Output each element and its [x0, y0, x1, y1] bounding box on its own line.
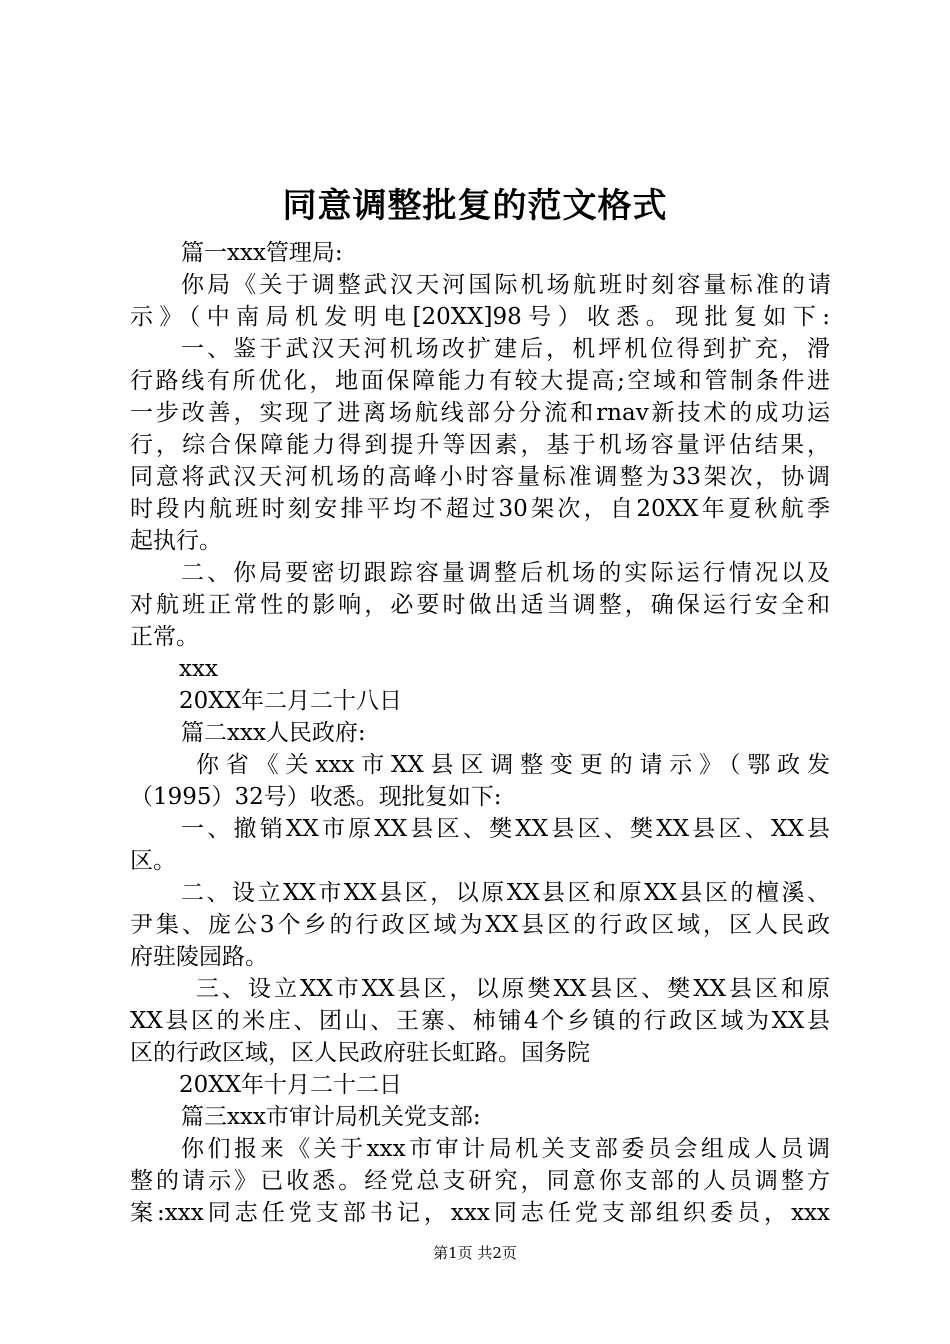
text-line: 区的行政区域，区人民政府驻长虹路。国务院 — [130, 1040, 590, 1066]
text-line: 府驻陵园路。 — [130, 944, 268, 970]
text-line: 示》（中南局机发明电[20XX]98号）收悉。现批复如下: — [130, 304, 830, 330]
text-line: 二、设立XX市XX县区，以原XX县区和原XX县区的檀溪、 — [181, 880, 830, 906]
text-line: 一步改善，实现了进离场航线部分分流和rnav新技术的成功运 — [130, 400, 830, 426]
text-line: 篇三xxx市审计局机关党支部: — [181, 1104, 481, 1130]
document-title: 同意调整批复的范文格式 — [282, 186, 668, 226]
text-line: 一、鉴于武汉天河机场改扩建后，机坪机位得到扩充，滑 — [181, 336, 830, 362]
text-line: 对航班正常性的影响，必要时做出适当调整，确保运行安全和 — [130, 592, 830, 618]
text-line: 你们报来《关于xxx市审计局机关支部委员会组成人员调 — [181, 1136, 830, 1162]
text-line: （1995）32号）收悉。现批复如下: — [130, 784, 502, 810]
text-line: 起执行。 — [130, 528, 222, 554]
text-line: XX县区的米庄、团山、王寨、柿铺4个乡镇的行政区域为XX县 — [130, 1008, 830, 1034]
date-line: 20XX年十月二十二日 — [179, 1072, 403, 1098]
text-line: 篇二xxx人民政府: — [181, 720, 366, 746]
text-line: 篇一xxx管理局: — [181, 240, 343, 266]
text-line: 一、撤销XX市原XX县区、樊XX县区、樊XX县区、XX县 — [181, 816, 830, 842]
text-line: 行，综合保障能力得到提升等因素，基于机场容量评估结果， — [130, 432, 830, 458]
text-line: 三、设立XX市XX县区，以原樊XX县区、樊XX县区和原 — [196, 976, 830, 1002]
text-line: 正常。 — [130, 624, 199, 650]
signature-line: xxx — [179, 656, 218, 682]
text-line: 案:xxx同志任党支部书记，xxx同志任党支部组织委员，xxx — [130, 1200, 830, 1226]
text-line: 二、你局要密切跟踪容量调整后机场的实际运行情况以及 — [181, 560, 830, 586]
text-line: 整的请示》已收悉。经党总支研究，同意你支部的人员调整方 — [130, 1168, 830, 1194]
text-line: 你局《关于调整武汉天河国际机场航班时刻容量标准的请 — [181, 272, 831, 298]
page-number: 第1页 共2页 — [433, 1244, 517, 1262]
text-line: 时段内航班时刻安排平均不超过30架次，自20XX年夏秋航季 — [130, 496, 830, 522]
text-line: 行路线有所优化，地面保障能力有较大提高;空域和管制条件进 — [130, 368, 830, 394]
text-line: 你省《关xxx市XX县区调整变更的请示》（鄂政发 — [196, 752, 830, 778]
text-line: 同意将武汉天河机场的高峰小时容量标准调整为33架次，协调 — [130, 464, 830, 490]
text-line: 尹集、庞公3个乡的行政区域为XX县区的行政区域，区人民政 — [130, 912, 830, 938]
date-line: 20XX年二月二十八日 — [179, 688, 403, 714]
text-line: 区。 — [130, 848, 176, 874]
